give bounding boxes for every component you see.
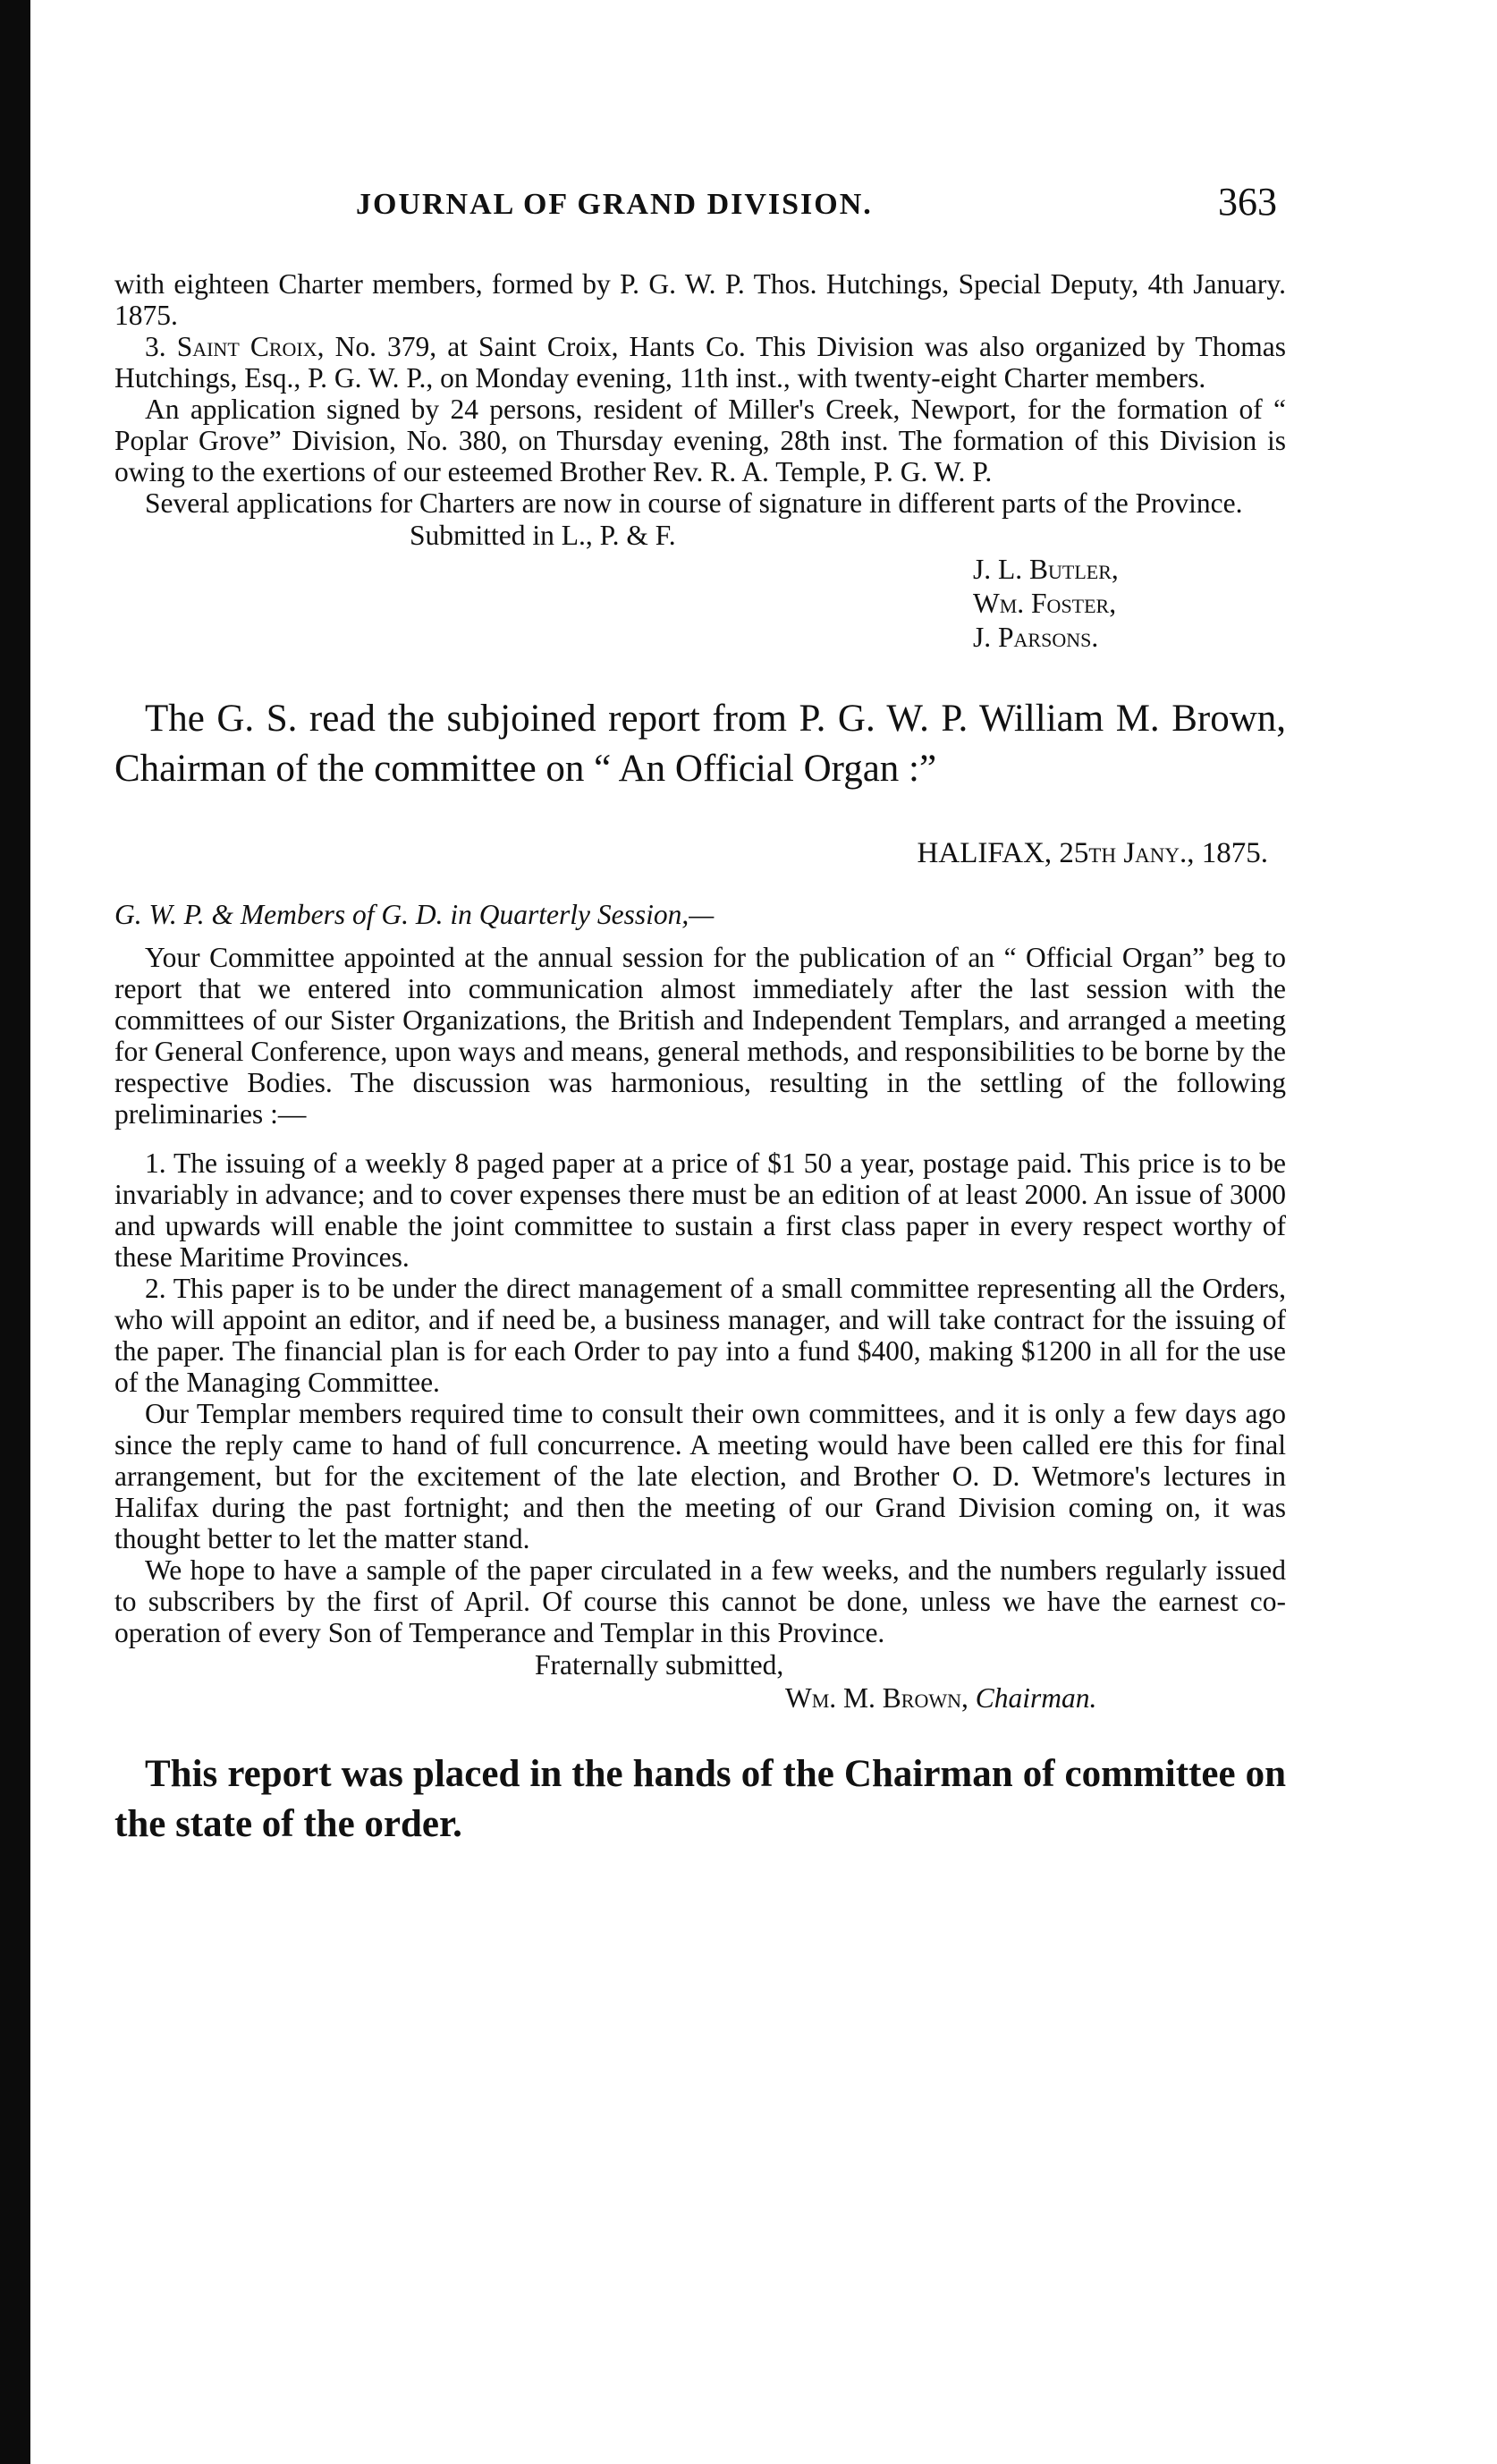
binding-edge xyxy=(0,0,30,2464)
signatory: J. L. Butler, xyxy=(973,554,1119,585)
report-paragraph: Our Templar members required time to consult their own committees, and it is only a few days ago since the reply came to hand of full concurrence. A meeting would have been called ere this for final arrangement, but for the excitement of the late election, and Brother O. D. Wetmore's lectures in Halifax during the past fortnight; and then the meeting of our Grand Division coming on, it was thought better to let the matter stand. xyxy=(114,1398,1286,1554)
signatory: J. Parsons. xyxy=(973,622,1099,653)
division-name: Saint Croix, xyxy=(176,331,325,362)
running-title: JOURNAL OF GRAND DIVISION. xyxy=(356,188,873,221)
item-text: No. 379, at Saint Croix, Hants Co. This Division was also organized by Thomas Hutchings, Esq., P. G. W. P., on Monday evening, 11th inst., with twenty-eight Charter members. xyxy=(114,331,1286,394)
final-paragraph: This report was placed in the hands of the Chairman of committee on the state of the order. xyxy=(114,1753,1286,1845)
report-salutation: G. W. P. & Members of G. D. in Quarterly Session,— xyxy=(114,899,715,930)
page-number: 363 xyxy=(1218,180,1277,224)
report-item-1: 1. The issuing of a weekly 8 paged paper at a price of $1 50 a year, postage paid. This price is to be invariably in advance; and to cover expenses there must be an edition of at least 2000. An issue of 3000 and upwards will enable the joint committee to sustain a first class paper in every respect worthy of these Maritime Provinces. xyxy=(114,1147,1286,1273)
report-paragraph: Your Committee appointed at the annual session for the publication of an “ Official Organ” beg to report that we entered into communication almost immediately after the last session with the committees of our Sister Organizations, the British and Independent Templars, and arranged a meeting for General Conference, upon ways and means, general methods, and responsibilities to be borne by the respective Bodies. The discussion was harmonious, resulting in the settling of the following preliminaries :— xyxy=(114,942,1286,1130)
intro-paragraph: The G. S. read the subjoined report from P. G. W. P. William M. Brown, Chairman of the committee on “ An Official Organ :” xyxy=(114,698,1286,790)
page xyxy=(114,179,1286,1850)
report-date: HALIFAX, 25th Jany., 1875. xyxy=(917,837,1268,869)
top-section xyxy=(114,268,1286,655)
submitted-line: Submitted in L., P. & F. xyxy=(410,520,676,551)
paragraph-continuation: with eighteen Charter members, formed by P. G. W. P. Thos. Hutchings, Special Deputy, 4th January. 1875. xyxy=(114,268,1286,331)
signatory: Wm. Foster, xyxy=(973,588,1117,619)
paragraph-poplar-grove: An application signed by 24 persons, resident of Miller's Creek, Newport, for the formation of “ Poplar Grove” Division, No. 380, on Thursday evening, 28th inst. The formation of this Division is owing to the exertions of our esteemed Brother Rev. R. A. Temple, P. G. W. P. xyxy=(114,394,1286,487)
report-signature xyxy=(785,1682,1286,1714)
signature-title: Chairman. xyxy=(975,1682,1097,1714)
report-closing: Fraternally submitted, xyxy=(535,1649,784,1681)
report-item-2: 2. This paper is to be under the direct management of a small committee representing all the Orders, who will appoint an editor, and if need be, a business manager, and will take contract for the issuing of the paper. The financial plan is for each Order to pay into a fund $400, making $1200 in all for the use of the Managing Committee. xyxy=(114,1273,1286,1398)
report-paragraph: We hope to have a sample of the paper circulated in a few weeks, and the numbers regularly issued to subscribers by the first of April. Of course this cannot be done, unless we have the earnest co-operation of every Son of Temperance and Templar in this Province. xyxy=(114,1554,1286,1648)
item-number: 3. xyxy=(145,331,166,362)
signature-name: Wm. M. Brown, xyxy=(785,1682,968,1714)
running-head xyxy=(114,179,1286,233)
paragraph-applications: Several applications for Charters are now in course of signature in different parts of the Province. xyxy=(145,487,1243,519)
paragraph-saint-croix xyxy=(114,331,1286,394)
report xyxy=(114,837,1286,1714)
